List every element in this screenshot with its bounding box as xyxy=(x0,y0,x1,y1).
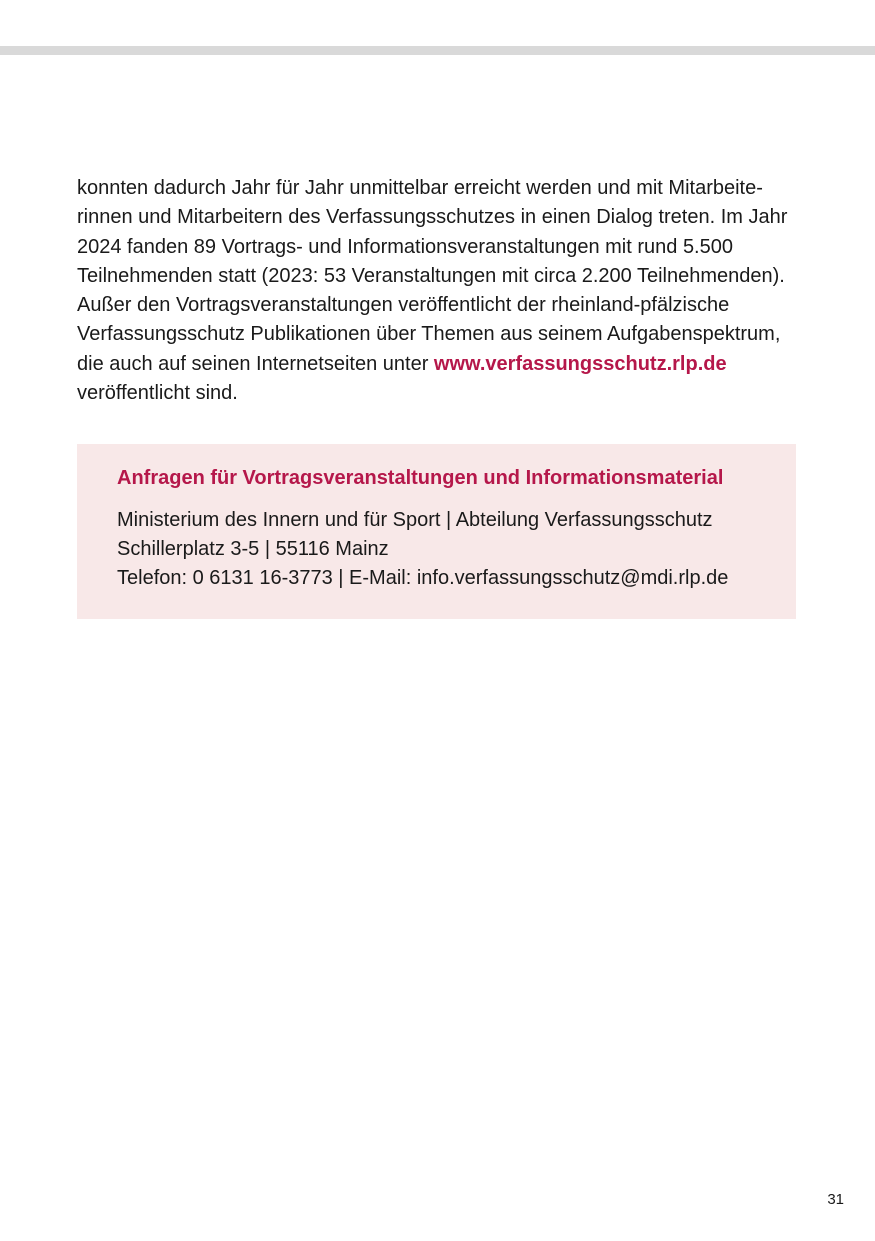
website-link[interactable]: www.verfassungsschutz.rlp.de xyxy=(433,352,727,375)
body-line: konnten dadurch Jahr für Jahr unmittelbar erreicht werden und mit Mitarbeite- xyxy=(77,177,763,199)
body-line: rinnen und Mitarbeitern des Verfassungsschutzes in einen Dialog treten. Im Jahr xyxy=(77,206,788,229)
top-rule xyxy=(0,46,875,55)
info-box-address-line: Schillerplatz 3-5 | 55116 Mainz xyxy=(117,538,389,560)
body-line: veröffentlicht sind. xyxy=(77,382,238,405)
page-number: 31 xyxy=(827,1191,844,1208)
info-box-address-line: Ministerium des Innern und für Sport | Abteilung Verfassungsschutz xyxy=(117,509,713,531)
info-box-title: Anfragen für Vortragsveranstaltungen und Informationsmaterial xyxy=(117,467,724,489)
body-line: Außer den Vortragsveranstaltungen veröffentlicht der rheinland-pfälzische xyxy=(77,294,730,317)
body-line: 2024 fanden 89 Vortrags- und Informationsveranstaltungen mit rund 5.500 xyxy=(77,235,733,258)
body-line-with-link xyxy=(77,350,801,379)
body-paragraph xyxy=(77,174,801,408)
body-line: Verfassungsschutz Publikationen über Themen aus seinem Aufgabenspektrum, xyxy=(77,323,781,346)
info-box xyxy=(77,444,796,619)
info-box-contact-line: Telefon: 0 6131 16-3773 | E-Mail: info.verfassungsschutz@mdi.rlp.de xyxy=(117,567,729,589)
body-line-text: die auch auf seinen Internetseiten unter xyxy=(77,352,434,375)
body-line: Teilnehmenden statt (2023: 53 Veranstaltungen mit circa 2.200 Teilnehmenden). xyxy=(77,264,785,287)
